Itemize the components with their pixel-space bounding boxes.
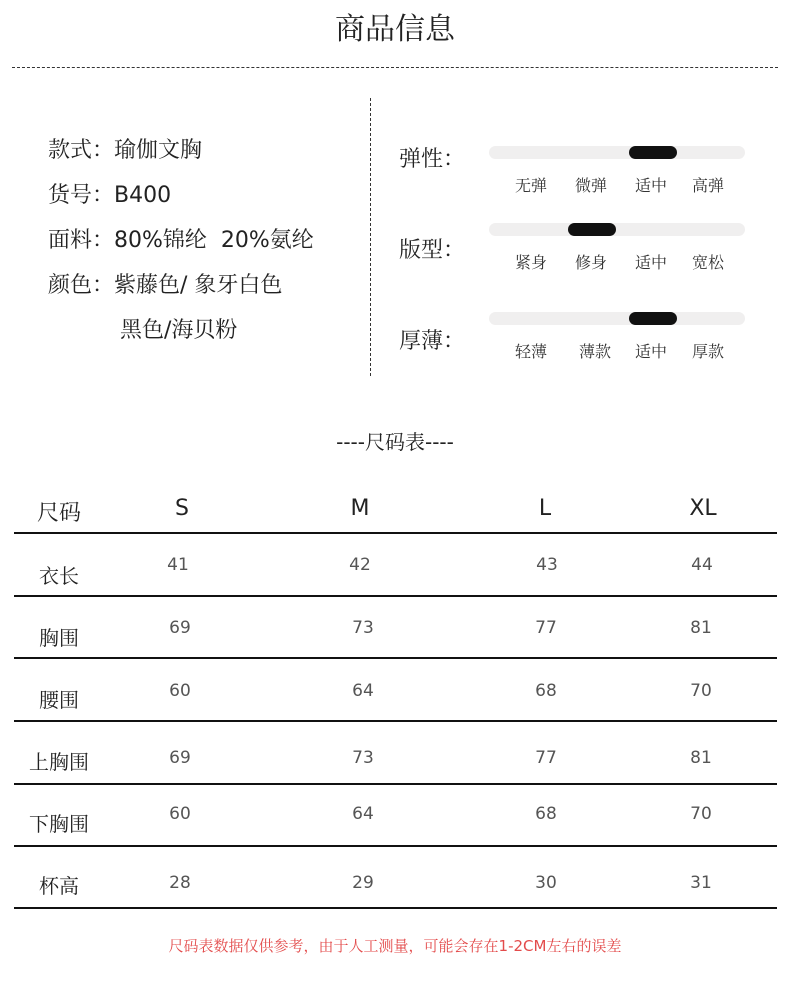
table-cell: 29 <box>352 873 374 893</box>
size-table-title: ----尺码表---- <box>336 430 454 454</box>
attribute-option: 适中 <box>634 342 667 361</box>
table-cell: 73 <box>352 618 374 638</box>
table-cell: 31 <box>690 873 712 893</box>
table-cell: 30 <box>535 873 557 893</box>
attribute-option: 薄款 <box>578 342 611 361</box>
style-value: 瑜伽文胸 <box>114 138 203 163</box>
attribute-label: 弹性： <box>399 147 466 172</box>
attribute-option: 无弹 <box>514 176 547 195</box>
title-divider <box>12 67 778 68</box>
attribute-label: 厚薄： <box>399 329 466 354</box>
table-row-label: 下胸围 <box>29 812 89 836</box>
info-style-row <box>48 133 202 164</box>
section-divider <box>370 98 371 376</box>
attribute-indicator <box>629 312 677 325</box>
table-cell: 44 <box>691 555 713 575</box>
table-cell: 60 <box>169 681 191 701</box>
table-cell: 64 <box>352 681 374 701</box>
attribute-option: 适中 <box>634 253 667 272</box>
table-cell: 68 <box>535 804 557 824</box>
table-cell: 70 <box>690 681 712 701</box>
table-row-label: 上胸围 <box>29 750 89 774</box>
table-divider <box>14 595 777 597</box>
table-header-cell: L <box>538 496 552 521</box>
table-cell: 73 <box>352 748 374 768</box>
attribute-indicator <box>629 146 677 159</box>
table-header-cell: XL <box>689 496 717 521</box>
table-cell: 69 <box>169 618 191 638</box>
table-cell: 68 <box>535 681 557 701</box>
attribute-option: 高弹 <box>691 176 724 195</box>
table-cell: 81 <box>690 748 712 768</box>
attribute-option: 宽松 <box>691 253 724 272</box>
table-divider <box>14 907 777 909</box>
info-code-row <box>48 178 171 209</box>
code-value: B400 <box>114 183 172 208</box>
attribute-track <box>489 312 745 325</box>
table-cell: 69 <box>169 748 191 768</box>
table-cell: 41 <box>167 555 189 575</box>
color-value-continued: 黑色/海贝粉 <box>120 318 238 343</box>
table-divider <box>14 657 777 659</box>
color-value: 紫藤色/ 象牙白色 <box>114 273 283 298</box>
attribute-option: 微弹 <box>574 176 607 195</box>
table-cell: 43 <box>536 555 558 575</box>
attribute-option: 厚款 <box>691 342 724 361</box>
table-divider <box>14 532 777 534</box>
attribute-option: 适中 <box>634 176 667 195</box>
table-cell: 64 <box>352 804 374 824</box>
fabric-label: 面料： <box>48 228 115 253</box>
info-fabric-row <box>48 223 314 254</box>
style-label: 款式： <box>48 138 115 163</box>
table-cell: 42 <box>349 555 371 575</box>
table-header-cell: 尺码 <box>37 501 82 526</box>
attribute-option: 修身 <box>574 253 607 272</box>
table-cell: 28 <box>169 873 191 893</box>
code-label: 货号： <box>48 183 115 208</box>
attribute-track <box>489 146 745 159</box>
info-color-row <box>48 268 282 299</box>
table-cell: 77 <box>535 748 557 768</box>
table-header-cell: S <box>175 496 189 521</box>
table-cell: 60 <box>169 804 191 824</box>
attribute-track <box>489 223 745 236</box>
table-cell: 77 <box>535 618 557 638</box>
table-header-cell: M <box>350 496 370 521</box>
table-divider <box>14 783 777 785</box>
table-cell: 81 <box>690 618 712 638</box>
attribute-label: 版型： <box>399 238 466 263</box>
table-cell: 70 <box>690 804 712 824</box>
table-row-label: 衣长 <box>39 564 79 588</box>
table-row-label: 腰围 <box>39 688 79 712</box>
table-row-label: 胸围 <box>39 626 79 650</box>
table-row-label: 杯高 <box>39 874 79 898</box>
fabric-value: 80%锦纶 20%氨纶 <box>114 228 314 253</box>
disclaimer-note: 尺码表数据仅供参考，由于人工测量，可能会存在1-2CM左右的误差 <box>168 937 622 955</box>
table-divider <box>14 720 777 722</box>
page-title: 商品信息 <box>335 12 455 47</box>
attribute-indicator <box>568 223 616 236</box>
attribute-option: 轻薄 <box>514 342 547 361</box>
table-divider <box>14 845 777 847</box>
color-label: 颜色： <box>48 273 115 298</box>
attribute-option: 紧身 <box>514 253 547 272</box>
